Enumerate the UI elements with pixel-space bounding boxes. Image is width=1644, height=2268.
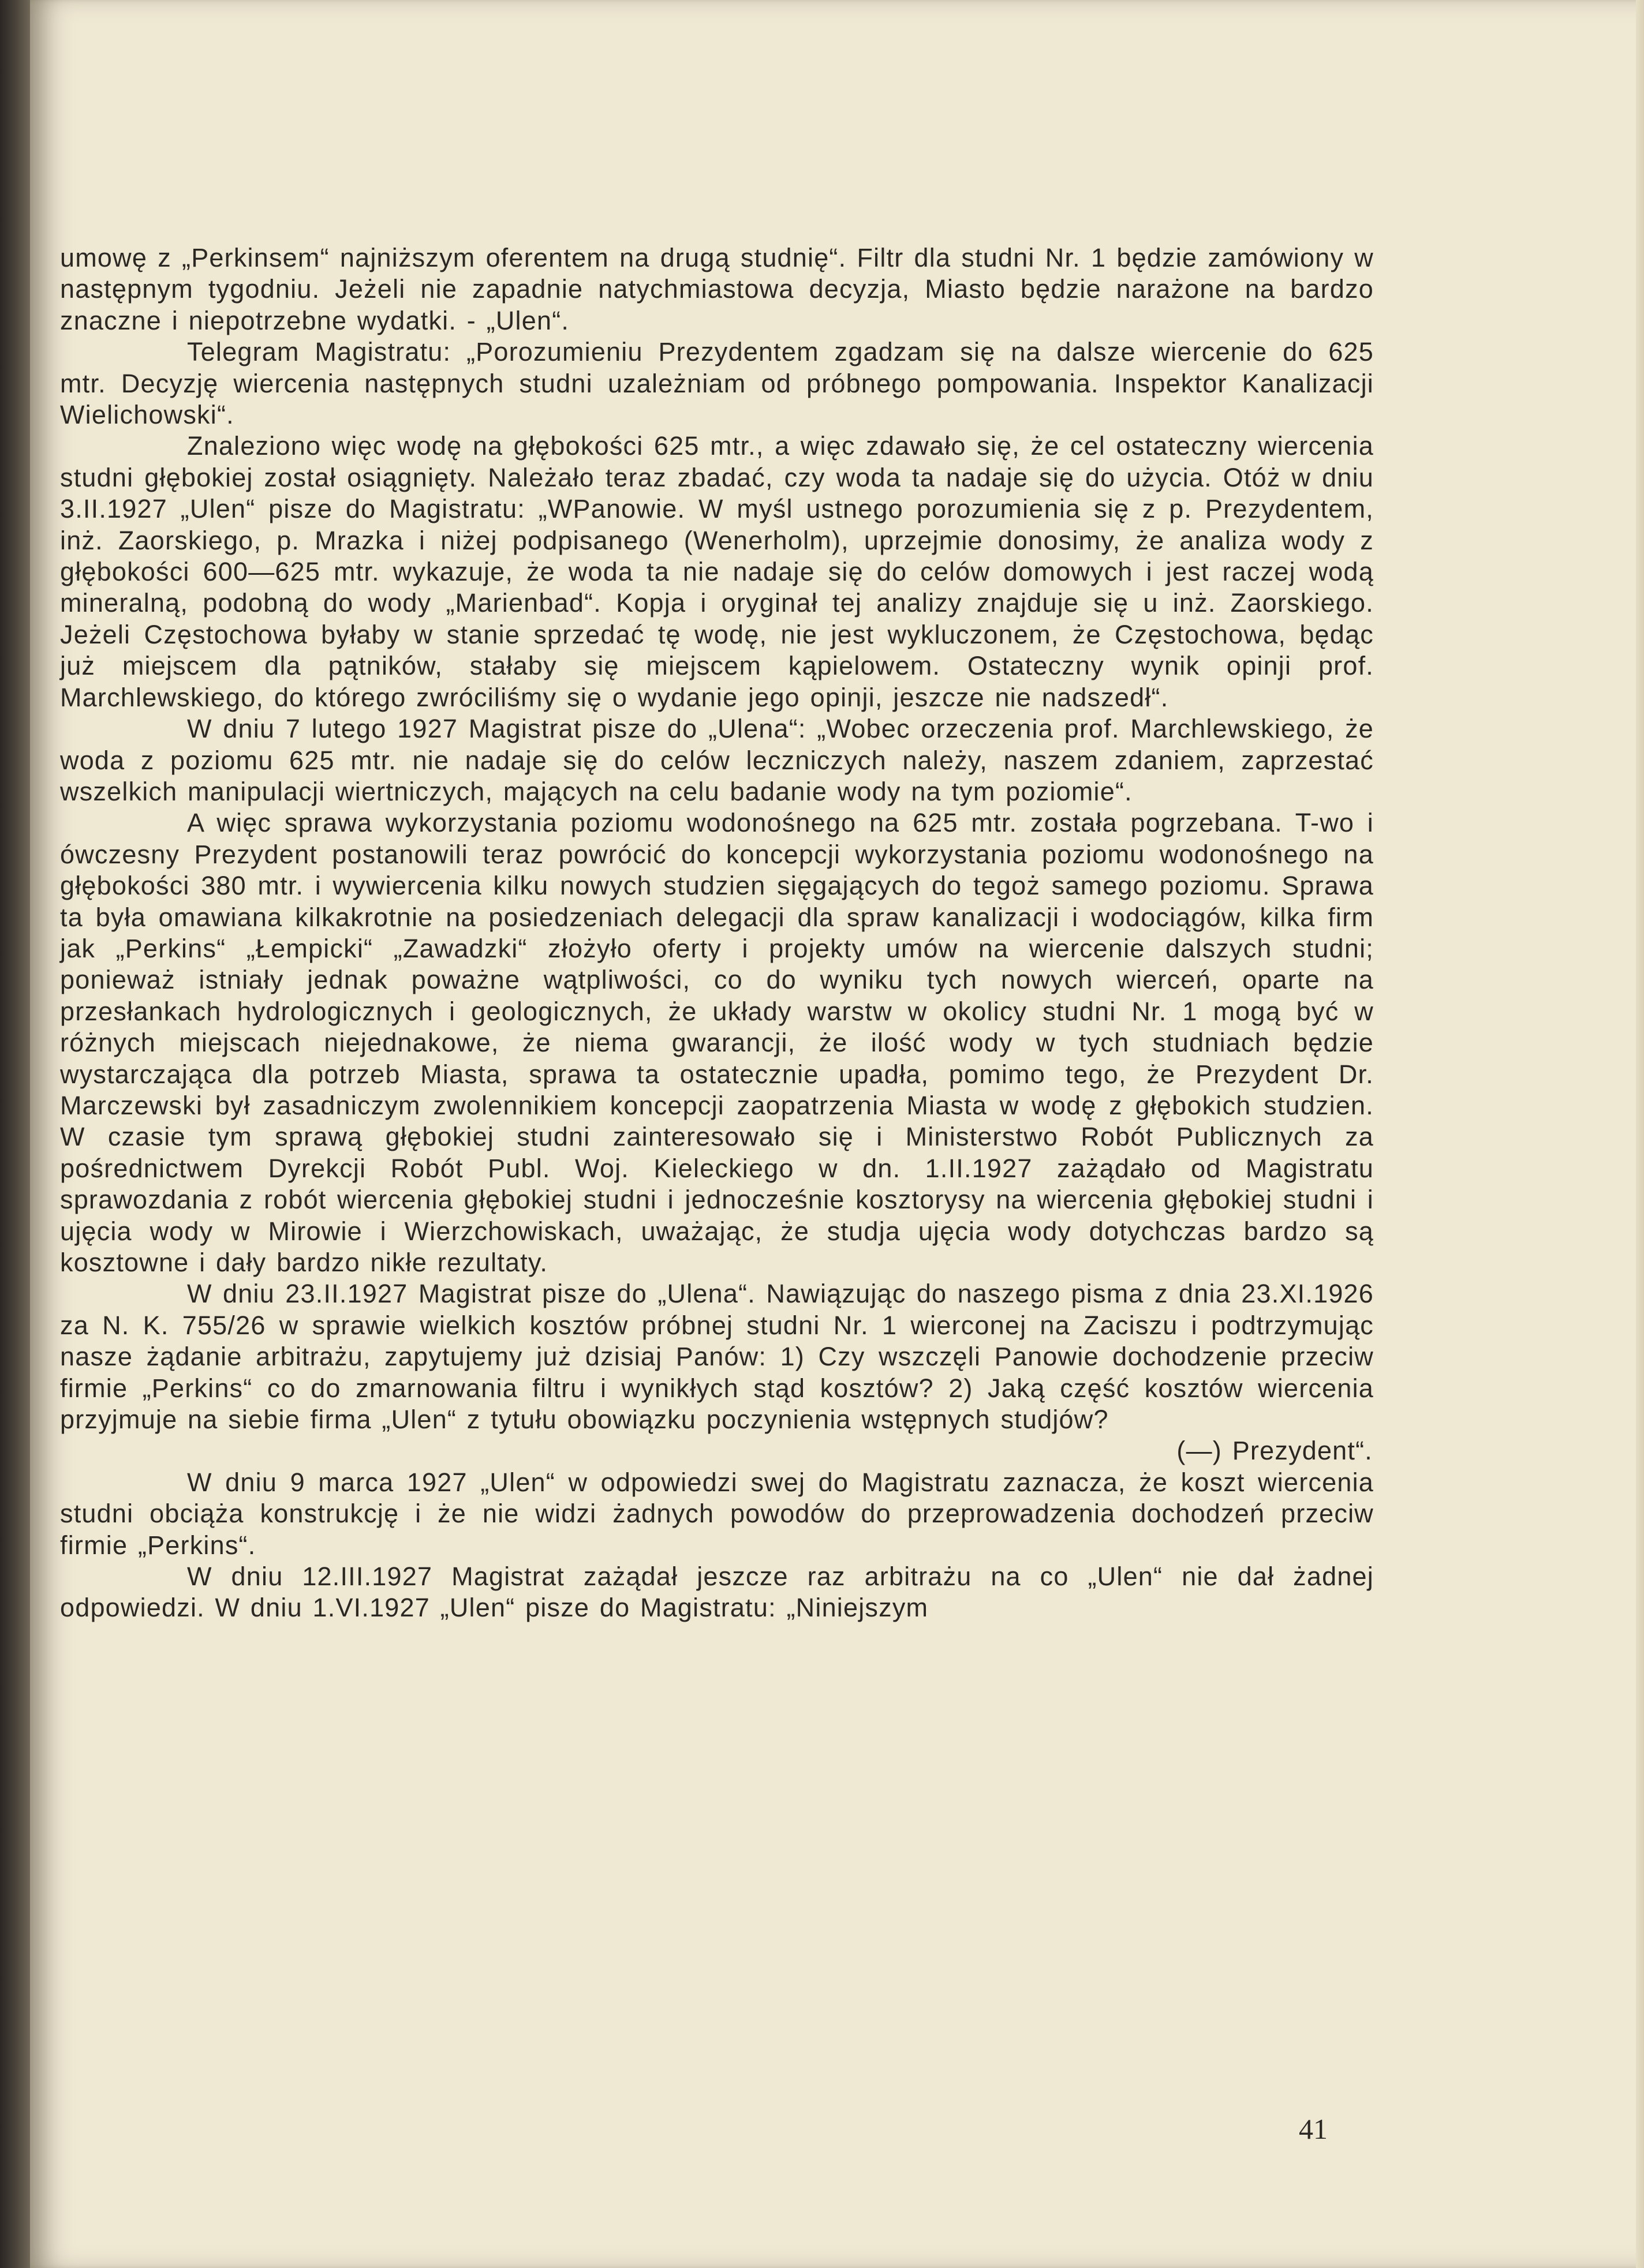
paragraph-4: W dniu 7 lutego 1927 Magistrat pisze do „Ulena“: „Wobec orzeczenia prof. Marchlewskiego, że woda z poziomu 625 mtr. nie nadaje się do celów leczniczych należy, naszem zdaniem, zaprzestać wszelkich manipulacji wiertniczych, mających na celu badanie wody na tym poziomie“. [60,714,1374,806]
paragraph-1: umowę z „Perkinsem“ najniższym oferentem na drugą studnię“. Filtr dla studni Nr. 1 będzie zamówiony w następnym tygodniu. Jeżeli nie zapadnie natychmiastowa decyzja, Miasto będzie narażone na bardzo znaczne i niepotrzebne wydatki. - „Ulen“. [60,243,1374,335]
page-edge [1636,0,1644,2268]
paragraph-3: Znaleziono więc wodę na głębokości 625 mtr., a więc zdawało się, że cel ostateczny wiercenia studni głębokiej został osiągnięty. Należało teraz zbadać, czy woda ta nadaje się do użycia. Otóż w dniu 3.II.1927 „Ulen“ pisze do Magistratu: „WPanowie. W myśl ustnego porozumienia się z p. Prezydentem, inż. Zaorskiego, p. Mrazka i niżej podpisanego (Wenerholm), uprzejmie donosimy, że analiza wody z głębokości 600—625 mtr. wykazuje, że woda ta nie nadaje się do celów domowych i jest raczej wodą mineralną, podobną do wody „Marienbad“. Kopja i oryginał tej analizy znajduje się u inż. Zaorskiego. Jeżeli Częstochowa byłaby w stanie sprzedać tę wodę, nie jest wykluczonem, że Częstochowa, będąc już miejscem dla pątników, stałaby się miejscem kąpielowem. Ostateczny wynik opinji prof. Marchlewskiego, do którego zwróciliśmy się o wydanie jego opinji, jeszcze nie nadszedł“. [60,431,1374,712]
paragraph-2: Telegram Magistratu: „Porozumieniu Prezydentem zgadzam się na dalsze wiercenie do 625 mtr. Decyzję wiercenia następnych studni uzależniam od próbnego pompowania. Inspektor Kanalizacji Wielichowski“. [60,337,1374,430]
paragraph-8: W dniu 12.III.1927 Magistrat zażądał jeszcze raz arbitrażu na co „Ulen“ nie dał żadnej odpowiedzi. W dniu 1.VI.1927 „Ulen“ pisze do Magistratu: „Niniejszym [60,1562,1374,1623]
paragraph-6: W dniu 23.II.1927 Magistrat pisze do „Ulena“. Nawiązując do naszego pisma z dnia 23.XI.1926 za N. K. 755/26 w sprawie wielkich kosztów próbnej studni Nr. 1 wierconej na Zaciszu i podtrzymując nasze żądanie arbitrażu, zapytujemy już dzisiaj Panów: 1) Czy wszczęli Panowie dochodzenie przeciw firmie „Perkins“ co do zmarnowania filtru i wynikłych stąd kosztów? 2) Jaką część kosztów wiercenia przyjmuje na siebie firma „Ulen“ z tytułu obowiązku poczynienia wstępnych studjów? [60,1279,1374,1435]
paragraph-5: A więc sprawa wykorzystania poziomu wodonośnego na 625 mtr. została pogrzebana. T-wo i ówczesny Prezydent postanowili teraz powrócić do koncepcji wykorzystania poziomu wodonośnego na głębokości 380 mtr. i wywiercenia kilku nowych studzien sięgających do tegoż samego poziomu. Sprawa ta była omawiana kilkakrotnie na posiedzeniach delegacji dla spraw kanalizacji i wodociągów, kilka firm jak „Perkins“ „Łempicki“ „Zawadzki“ złożyło oferty i projekty umów na wiercenie dalszych studni; ponieważ istniały jednak poważne wątpliwości, co do wyniku tych nowych wierceń, oparte na przesłankach hydrologicznych i geologicznych, że układy warstw w okolicy studni Nr. 1 mogą być w różnych miejscach niejednakowe, że niema gwarancji, że ilość wody w tych studniach będzie wystarczająca dla potrzeb Miasta, sprawa ta ostatecznie upadła, pomimo tego, że Prezydent Dr. Marczewski był zasadniczym zwolennikiem koncepcji zaopatrzenia Miasta w wodę z głębokich studzien. W czasie tym sprawą głębokiej studni zainteresowało się i Ministerstwo Robót Publicznych za pośrednictwem Dyrekcji Robót Publ. Woj. Kieleckiego w dn. 1.II.1927 zażądało od Magistratu sprawozdania z robót wiercenia głębokiej studni i jednocześnie kosztorysy na wiercenia głębokiej studni i ujęcia wody w Mirowie i Wierzchowiskach, uważając, że studja ujęcia wody dotychczas bardzo są kosztowne i dały bardzo nikłe rezultaty. [60,808,1374,1277]
letter-signature: (—) Prezydent“. [1176,1436,1373,1466]
page-number: 41 [1299,2113,1328,2145]
body-text [60,242,1374,1624]
paragraph-7: W dniu 9 marca 1927 „Ulen“ w odpowiedzi swej do Magistratu zaznacza, że koszt wiercenia studni obciąża konstrukcję i że nie widzi żadnych powodów do przeprowadzenia dochodzeń przeciw firmie „Perkins“. [60,1467,1374,1560]
